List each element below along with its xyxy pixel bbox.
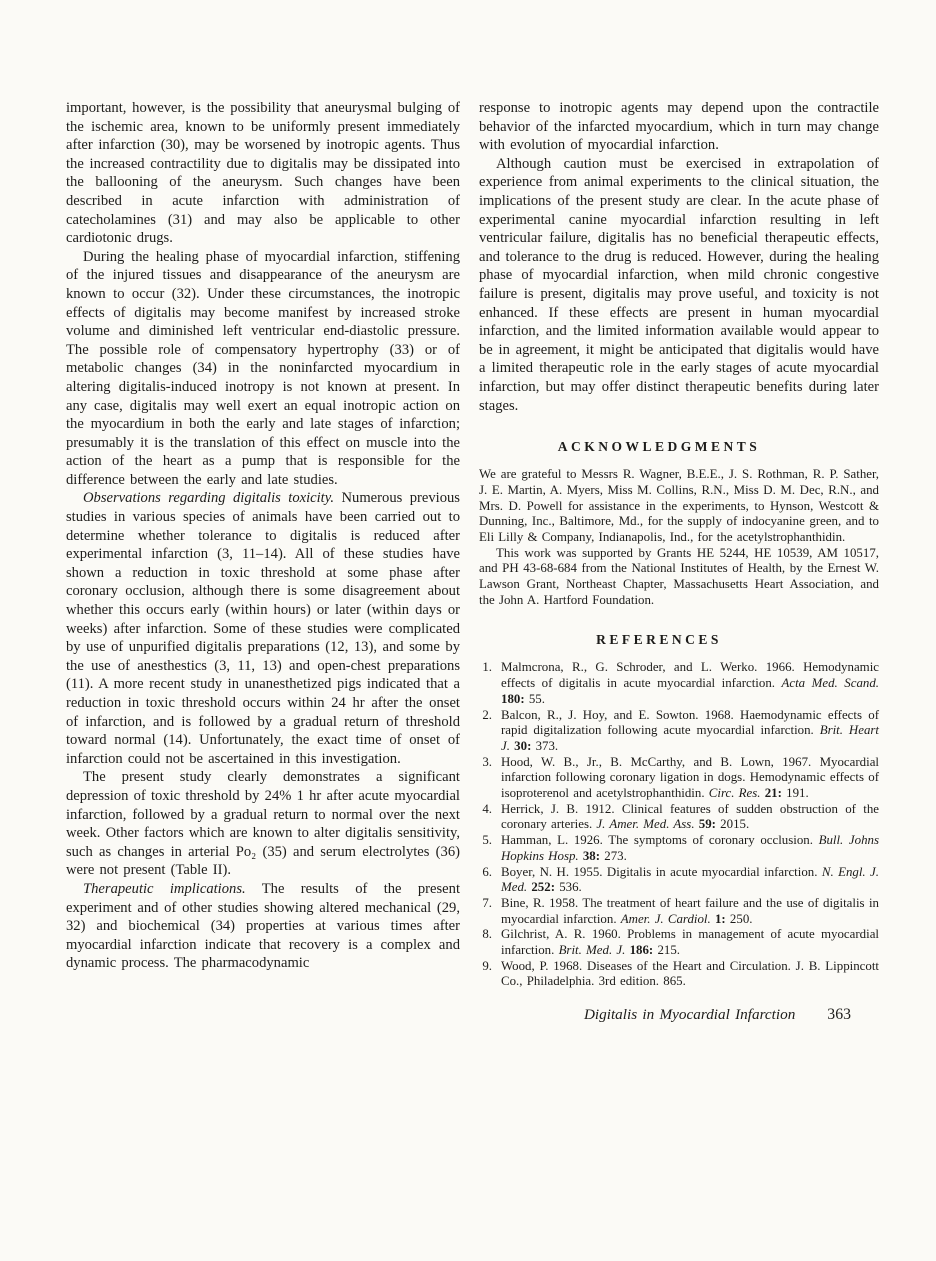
reference-journal: Bull. Johns Hopkins Hosp. [501, 833, 879, 863]
page-footer [479, 1006, 879, 1024]
reference-page: 215. [653, 943, 681, 958]
reference-text [501, 755, 879, 802]
reference-text [501, 833, 879, 864]
reference-page: 373. [531, 738, 559, 753]
two-column-layout [66, 99, 879, 1024]
reference-item [479, 660, 879, 707]
reference-list [479, 660, 879, 990]
paragraph: During the healing phase of myocardial infarction, stiffening of the injured tissues and disappearance of the aneurysm are known to occur (32). Under these circumstances, the inotropic effects of digitalis may become manifest by increased stroke volume and diminished left ventricular end-diastolic pressure. The possible role of compensatory hypertrophy (33) or of metabolic changes (34) in the noninfarcted myocardium in altering digitalis-induced inotropy is not known at present. In any case, digitalis may well exert an equal inotropic action on the myocardium in both the early and late stages of infarction; presumably it is the translation of this effect on muscle into the action of the heart as a pump that is responsible for the difference between the early and late studies. [66, 248, 460, 488]
reference-citation: Hood, W. B., Jr., B. McCarthy, and B. Lown, 1967. Myocardial infarction following coronary ligation in dogs. Hemodynamic effects of isoproterenol and acetylstrophanthidin. [501, 754, 879, 801]
reference-volume: 38: [582, 848, 601, 863]
reference-page: 273. [600, 848, 627, 863]
references-heading: REFERENCES [596, 632, 722, 648]
reference-item [479, 708, 879, 755]
reference-citation: Bine, R. 1958. The treatment of heart failure and the use of digitalis in myocardial infarction. [501, 895, 879, 926]
reference-text [501, 865, 879, 896]
reference-item [479, 833, 879, 864]
reference-text [501, 959, 879, 990]
paragraph: important, however, is the possibility that aneurysmal bulging of the ischemic area, known to be uniformly present immediately after infarction (30), may be worsened by inotropic agents. Thus the increased contractility due to digitalis may be dissipated into the ballooning of the aneurysm. Such changes have been described in acute infarction with administration of catecholamines (31) and may also be applicable to other cardiotonic drugs. [66, 100, 460, 247]
reference-number: 7. [482, 895, 492, 910]
reference-number: 2. [482, 707, 492, 722]
reference-item [479, 927, 879, 958]
reference-citation: Balcon, R., J. Hoy, and E. Sowton. 1968. Haemodynamic effects of rapid digitalization following acute myocardial infarction. [501, 707, 879, 738]
reference-citation: Boyer, N. H. 1955. Digitalis in acute myocardial infarction. [501, 864, 822, 879]
paragraph: The present study clearly demonstrates a significant depression of toxic threshold by 24% 1 hr after acute myocardial infarction, followed by a gradual return to normal over the next week. Other factors which are known to alter digitalis sensitivity, such as changes in arterial Po₂ (35) and serum electrolytes (36) were not present (Table II). [66, 769, 460, 879]
reference-journal: N. Engl. J. Med. [501, 864, 880, 895]
page-number: 363 [827, 1006, 851, 1024]
reference-number: 1. [482, 660, 492, 675]
reference-page: 191. [781, 786, 809, 801]
paragraph-text: The results of the present experiment and of other studies showing altered mechanical (29, 32) and biochemical (34) properties at various times after myocardial infarction indicate that recovery is a complex and dynamic process. The pharmacodynamic [66, 880, 460, 972]
reference-number: 9. [482, 958, 492, 973]
paragraph [66, 880, 460, 973]
reference-text [501, 927, 879, 958]
reference-page: 250. [725, 911, 753, 926]
reference-journal: Circ. Res. [708, 786, 765, 801]
acknowledgments-paragraph: We are grateful to Messrs R. Wagner, B.E.E., J. S. Rothman, R. P. Sather, J. E. Martin, A. Myers, Miss M. Collins, R.N., Miss D. M. Dec, R.N., and Mrs. D. Powell for assistance in the experiments, to Hynson, Westcott & Dunning, Inc., Baltimore, Md., for the supply of indocyanine green, and to Eli Lilly & Company, Indianapolis, Ind., for the acetylstrophanthidin. [479, 467, 879, 544]
acknowledgments-heading: ACKNOWLEDGMENTS [557, 439, 761, 455]
paragraph-lead-italic: Observations regarding digitalis toxicity. [83, 490, 335, 507]
reference-number: 3. [482, 754, 492, 769]
reference-citation: Gilchrist, A. R. 1960. Problems in management of acute myocardial infarction. [501, 927, 879, 958]
reference-citation: Herrick, J. B. 1912. Clinical features of sudden obstruction of the coronary arteries. [501, 801, 879, 832]
reference-journal: Brit. Heart J. [501, 723, 879, 753]
reference-text [501, 802, 879, 833]
reference-citation: Malmcrona, R., G. Schroder, and L. Werko. 1966. Hemodynamic effects of digitalis in acute myocardial infarction. [501, 660, 879, 691]
reference-journal: Brit. Med. J. [558, 943, 630, 958]
paragraph-text: Numerous previous studies in various species of animals have been carried out to determine whether tolerance to digitalis is reduced after experimental infarction (3, 11–14). All of these studies have shown a reduction in toxic threshold at some phase after coronary occlusion, although there is some disagreement about whether this occurs early (within hours) or later (within days or weeks) after infarction. Some of these studies were complicated by use of unpurified digitalis preparations (12, 13), and some by the use of anesthestics (3, 11, 13) and open-chest preparations (11). A more recent study in unanesthetized pigs indicated that a reduction in toxic threshold occurs within 24 hr after the onset of infarction, and is followed by a gradual return of threshold toward normal (14). Unfortunately, the exact time of onset of infarction could not be ascertained in this investigation. [66, 490, 460, 767]
acknowledgments-paragraph: This work was supported by Grants HE 5244, HE 10539, AM 10517, and PH 43-68-684 from the National Institutes of Health, by the Ernest W. Lawson Grant, Northeast Chapter, Massachusetts Heart Association, and the John A. Hartford Foundation. [479, 545, 879, 607]
reference-text [501, 896, 879, 927]
reference-item [479, 802, 879, 833]
reference-page: 536. [555, 880, 582, 895]
reference-journal: J. Amer. Med. Ass. [596, 817, 699, 832]
reference-number: 4. [482, 801, 492, 816]
reference-volume: 59: [698, 817, 716, 832]
paragraph [66, 489, 460, 768]
paragraph-lead-italic: Therapeutic implications. [83, 880, 246, 897]
reference-item [479, 755, 879, 802]
reference-citation: Wood, P. 1968. Diseases of the Heart and Circulation. J. B. Lippincott Co., Philadelphia. 3rd edition. 865. [501, 958, 879, 989]
right-column [479, 99, 879, 1024]
paragraph: Although caution must be exercised in extrapolation of experience from animal experiments to the clinical situation, the implications of the present study are clear. In the acute phase of experimental canine myocardial infarction resulting in left ventricular failure, digitalis has no beneficial therapeutic effects, and tolerance to the drug is reduced. However, during the healing phase of myocardial infarction, when mild chronic congestive failure is present, digitalis may prove useful, and toxicity is not enhanced. If these effects are present in human myocardial infarction, and the limited information available would appear to be in agreement, it might be anticipated that digitalis would have a limited therapeutic role in the early stages of acute myocardial infarction, but may offer distinct therapeutic benefits during later stages. [479, 155, 879, 414]
reference-volume: 186: [629, 943, 654, 958]
reference-page: 2015. [715, 817, 750, 832]
reference-journal: Amer. J. Cardiol. [620, 911, 715, 926]
reference-item [479, 865, 879, 896]
reference-page: 55. [524, 691, 545, 706]
reference-journal: Acta Med. Scand. [781, 676, 879, 691]
reference-number: 6. [482, 864, 492, 879]
left-column [66, 99, 460, 1024]
reference-volume: 1: [714, 911, 726, 926]
reference-volume: 180: [501, 691, 525, 706]
reference-volume: 30: [514, 738, 532, 753]
paragraph: response to inotropic agents may depend upon the contractile behavior of the infarcted myocardium, which in turn may change with evolution of myocardial infarction. [479, 100, 879, 154]
reference-volume: 252: [531, 880, 555, 895]
reference-number: 8. [482, 927, 492, 942]
reference-number: 5. [482, 833, 492, 848]
reference-citation: Hamman, L. 1926. The symptoms of coronary occlusion. [501, 833, 819, 848]
reference-text [501, 660, 879, 707]
reference-volume: 21: [764, 786, 782, 801]
running-title: Digitalis in Myocardial Infarction [583, 1006, 796, 1024]
reference-item [479, 959, 879, 990]
reference-item [479, 896, 879, 927]
reference-text [501, 708, 879, 755]
